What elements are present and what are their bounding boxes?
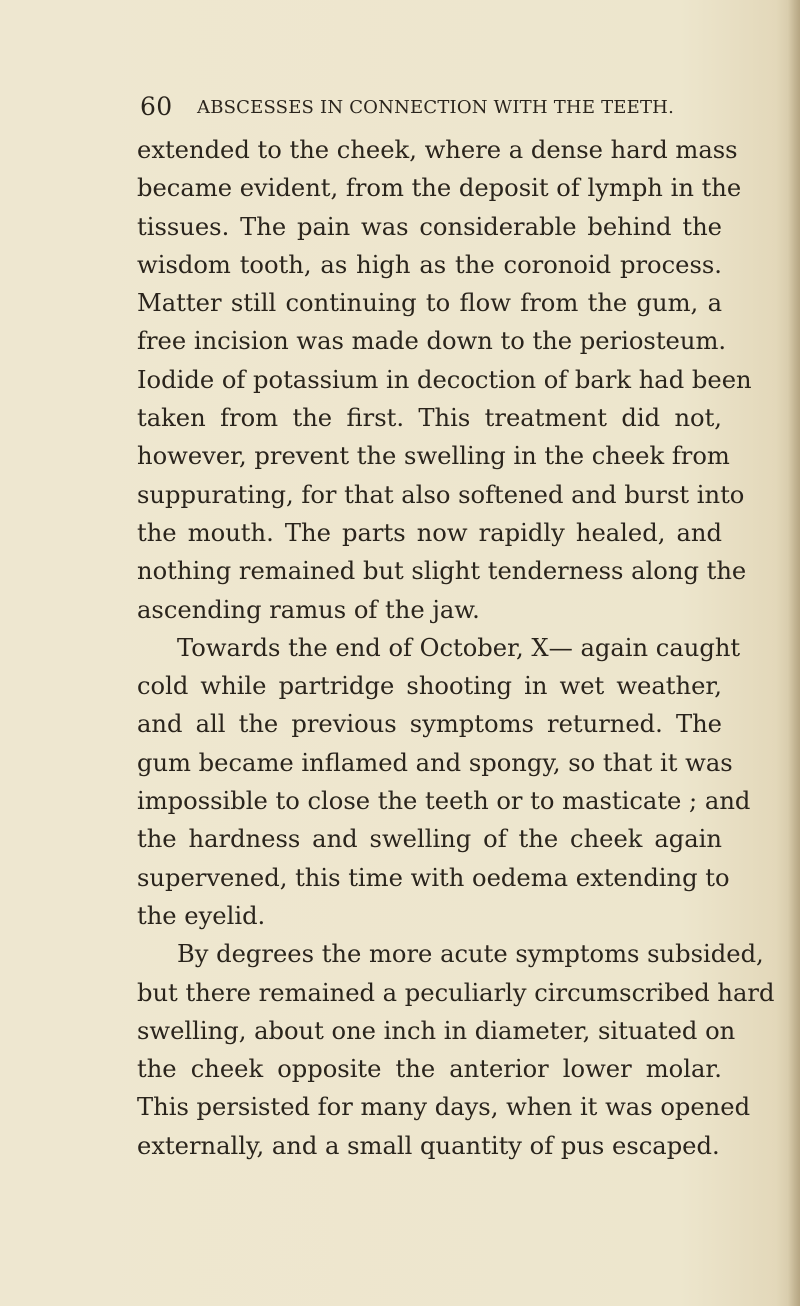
text-line: extended to the cheek, where a dense hard mass: [137, 136, 738, 164]
text-line: and all the previous symptoms returned. The: [137, 710, 722, 739]
text-line: taken from the first. This treatment did not,: [137, 404, 722, 433]
text-line: Towards the end of October, X— again caught: [177, 633, 741, 662]
text-line: ascending ramus of the jaw.: [137, 595, 480, 624]
text-line: wisdom tooth, as high as the coronoid process.: [137, 250, 722, 279]
text-line: the mouth. The parts now rapidly healed, and: [137, 518, 722, 547]
body-text: [137, 131, 775, 1165]
text-line: the hardness and swelling of the cheek again: [137, 825, 722, 854]
text-line: tissues. The pain was considerable behind the: [137, 212, 722, 241]
text-line: suppurating, for that also softened and burst into: [137, 480, 745, 509]
text-line: gum became inflamed and spongy, so that it was: [137, 748, 733, 777]
text-line: This persisted for many days, when it was opened: [137, 1093, 751, 1122]
text-line: the eyelid.: [137, 901, 266, 930]
text-line: however, prevent the swelling in the cheek from: [137, 442, 730, 471]
text-line: supervened, this time with oedema extending to: [137, 863, 730, 892]
text-line: but there remained a peculiarly circumscribed hard: [137, 978, 775, 1007]
text-line: Matter still continuing to flow from the gum, a: [137, 289, 722, 318]
text-line: Iodide of potassium in decoction of bark had been: [137, 365, 752, 394]
text-line: cold while partridge shooting in wet weather,: [137, 672, 722, 701]
text-line: the cheek opposite the anterior lower molar.: [137, 1055, 722, 1084]
page-number: 60: [140, 92, 173, 121]
text-line: impossible to close the teeth or to masticate ; and: [137, 787, 751, 816]
text-line: swelling, about one inch in diameter, situated on: [137, 1016, 736, 1045]
running-header: [140, 92, 720, 122]
text-line: By degrees the more acute symptoms subsided,: [177, 940, 764, 969]
running-title: ABSCESSES IN CONNECTION WITH THE TEETH.: [197, 97, 674, 118]
text-line: free incision was made down to the periosteum.: [137, 327, 727, 356]
text-line: nothing remained but slight tenderness along the: [137, 557, 747, 586]
text-line: externally, and a small quantity of pus escaped.: [137, 1131, 720, 1160]
text-line: became evident, from the deposit of lymph in the: [137, 174, 742, 203]
page-edge-shadow: [788, 0, 800, 1306]
